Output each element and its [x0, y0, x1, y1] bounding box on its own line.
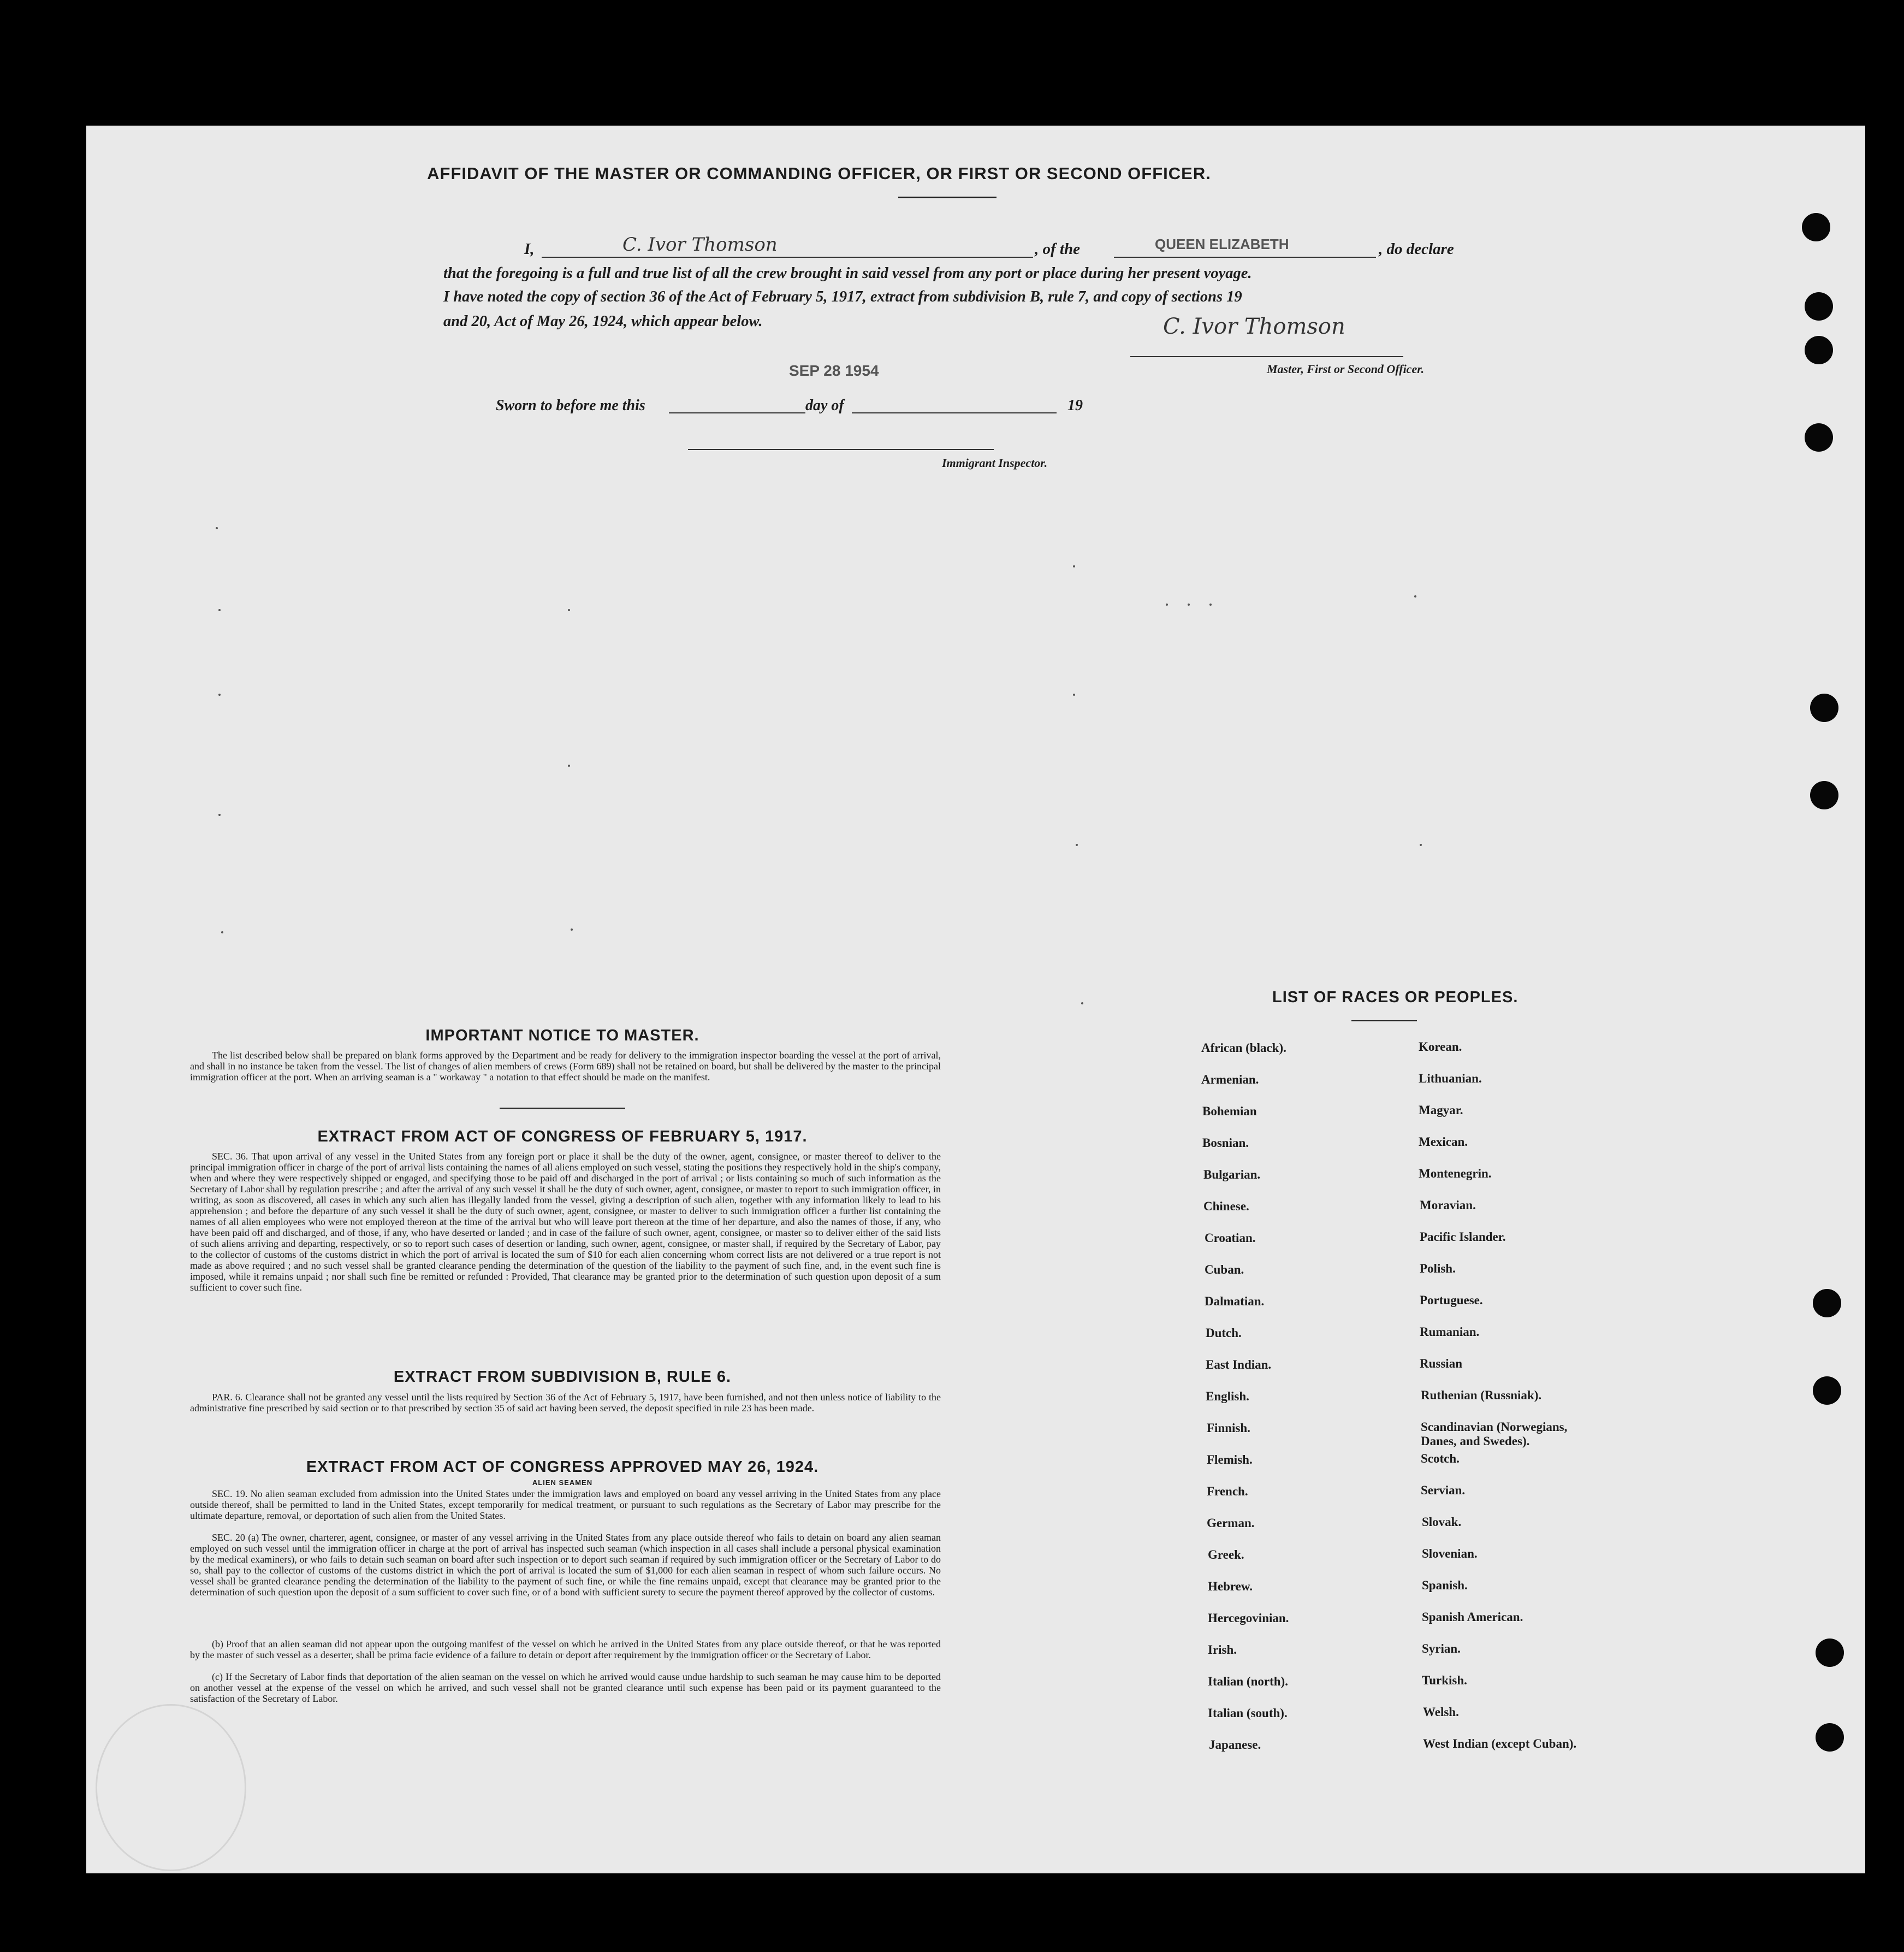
race-right-5: Moravian.	[1420, 1198, 1476, 1212]
master-caption: Master, First or Second Officer.	[1267, 362, 1425, 376]
race-left-13: Flemish.	[1207, 1453, 1253, 1466]
sworn-text: Sworn to before me this	[496, 397, 645, 414]
alien-seamen-subtitle: ALIEN SEAMEN	[532, 1478, 593, 1487]
document-page	[86, 126, 1865, 1873]
extract-1917-body: SEC. 36. That upon arrival of any vessel in the United States from any foreign port or place it shall be the duty of the owner, agent, consignee, or master thereof to deliver to the principal immigration officer in charge of the port of arrival lists containing the names of all aliens employed on such vessel, stating the positions they respectively hold in the ship's company, when and where they were respectively shipped or engaged, and specifying those to be paid off and discharged in the port of arrival ; or lists containing so much of such information as the Secretary of Labor shall by regulation prescribe ; and after the arrival of any such vessel it shall be the duty of such owner, agent, consignee, or master to report to such immigration officer, in writing, as soon as discovered, all cases in which any such alien has illegally landed from the vessel, giving a description of such alien, together with any information likely to lead to his apprehension ; and before the departure of any such vessel it shall be the duty of such owner, agent, consignee, or master to deliver to such immigration officer a further list containing the names of all alien employees who were not employed thereon at the time of the arrival but who will leave port thereon at the time of her departure, and also the names of those, if any, who have been paid off and discharged, and of those, if any, who have deserted or landed ; and in case of the failure of such owner, agent, consignee, or master so to deliver either of the said lists of such aliens arriving and departing, respectively, or so to report such cases of desertion or landing, such owner, agent, consignee, or master shall, if required by the Secretary of Labor, pay to the collector of customs of the customs district in which the port of arrival is located the sum of $10 for each alien concerning whom correct lists are not delivered or a true report is not made as above required ; and no such vessel shall be granted clearance pending the determination of the question of the liability to the payment of such fine, and, in the event such fine is imposed, while it remains unpaid ; nor shall such fine be remitted or refunded : Provided, That clearance may be granted prior to the determination of such question upon deposit of a sum sufficient to cover such fine.	[190, 1151, 941, 1293]
race-left-21: Italian (south).	[1208, 1706, 1288, 1720]
race-left-4: Bulgarian.	[1203, 1168, 1261, 1181]
sec20c-body: (c) If the Secretary of Labor finds that deportation of the alien seaman on the vessel on which he arrived would cause undue hardship to such seaman he may cause him to be deported on another vessel at the expense of the vessel on which he arrived, and such vessel shall not be granted clearance until such expense has been paid or its payment guaranteed to the satisfaction of the Secretary of Labor.	[190, 1671, 941, 1704]
race-right-9: Rumanian.	[1420, 1325, 1480, 1339]
binder-hole	[1813, 1289, 1841, 1317]
race-right-20: Turkish.	[1422, 1673, 1467, 1687]
embossed-seal	[96, 1704, 246, 1871]
binder-hole	[1802, 213, 1830, 241]
race-left-3: Bosnian.	[1202, 1136, 1249, 1150]
binder-hole	[1805, 292, 1833, 321]
sec19-body: SEC. 19. No alien seaman excluded from admission into the United States under the immigration laws and employed on board any vessel arriving in the United States from any place outside thereof, shall be permitted to land in the United States, except temporarily for medical treatment, or pursuant to such regulations as the Secretary of Labor may prescribe for the ultimate departure, removal, or deportation of such alien from the United States.	[190, 1488, 941, 1521]
races-title-underline	[1351, 1020, 1417, 1021]
binder-hole	[1805, 423, 1833, 452]
race-left-18: Hercegovinian.	[1208, 1611, 1289, 1625]
rule6-body: PAR. 6. Clearance shall not be granted any vessel until the lists required by Section 36 of the Act of February 5, 1917, have been furnished, and not then unless notice of liability to the administrative fine prescribed by said section or to that prescribed by section 35 of said act having been served, the deposit specified in rule 23 has been made.	[190, 1392, 941, 1413]
race-left-10: East Indian.	[1206, 1358, 1272, 1371]
date-stamp: SEP 28 1954	[789, 362, 879, 379]
binder-hole	[1810, 781, 1838, 809]
extract-1917-title: EXTRACT FROM ACT OF CONGRESS OF FEBRUARY 5, 1917.	[317, 1128, 808, 1145]
race-right-0: Korean.	[1419, 1040, 1462, 1054]
race-right-12: Scandinavian (Norwegians, Danes, and Swedes).	[1421, 1420, 1568, 1448]
extract-1924-title: EXTRACT FROM ACT OF CONGRESS APPROVED MAY 26, 1924.	[306, 1458, 819, 1476]
master-signature: C. Ivor Thomson	[1163, 314, 1345, 339]
race-right-18: Spanish American.	[1422, 1610, 1523, 1624]
race-left-0: African (black).	[1201, 1041, 1286, 1055]
sworn-year: 19	[1067, 397, 1083, 414]
binder-hole	[1816, 1639, 1844, 1667]
race-right-11: Ruthenian (Russniak).	[1421, 1388, 1542, 1402]
officer-name-signature: C. Ivor Thomson	[622, 234, 778, 256]
affidavit-line-3: I have noted the copy of section 36 of the Act of February 5, 1917, extract from subdivision B, rule 7, and copy of sections 19	[443, 288, 1242, 305]
race-right-8: Portuguese.	[1420, 1293, 1483, 1307]
notice-divider	[500, 1108, 625, 1109]
race-left-20: Italian (north).	[1208, 1675, 1288, 1688]
inspector-signature-line	[688, 449, 994, 450]
races-title: LIST OF RACES OR PEOPLES.	[1272, 989, 1519, 1006]
affidavit-title: AFFIDAVIT OF THE MASTER OR COMMANDING OFFICER, OR FIRST OR SECOND OFFICER.	[427, 164, 1211, 183]
race-right-2: Magyar.	[1419, 1103, 1463, 1117]
race-left-14: French.	[1207, 1484, 1248, 1498]
race-right-22: West Indian (except Cuban).	[1423, 1737, 1577, 1750]
race-left-22: Japanese.	[1209, 1738, 1261, 1752]
sworn-month-line	[852, 412, 1057, 413]
race-left-9: Dutch.	[1206, 1326, 1242, 1340]
notice-title: IMPORTANT NOTICE TO MASTER.	[425, 1027, 699, 1044]
master-signature-line	[1130, 356, 1403, 357]
affidavit-do-declare: , do declare	[1379, 240, 1454, 258]
race-left-5: Chinese.	[1203, 1199, 1249, 1213]
race-right-4: Montenegrin.	[1419, 1167, 1492, 1180]
affidavit-of-the: , of the	[1035, 240, 1080, 258]
race-left-7: Cuban.	[1205, 1263, 1244, 1276]
binder-hole	[1816, 1723, 1844, 1752]
affidavit-i: I,	[524, 240, 535, 258]
race-right-17: Spanish.	[1422, 1578, 1468, 1592]
race-left-6: Croatian.	[1205, 1231, 1256, 1245]
affidavit-line-4: and 20, Act of May 26, 1924, which appear below.	[443, 313, 763, 330]
sec20a-body: SEC. 20 (a) The owner, charterer, agent, consignee, or master of any vessel arriving in the United States from any place outside thereof who fails to detain on board any alien seaman employed on such vessel until the immigration officer in charge at the port of arrival has inspected such seaman (which inspection in all cases shall include a personal physical examination by the medical examiners), or who fails to detain such seaman on board after such inspection or to deport such seaman if required by such immigration officer or the Secretary of Labor to do so, shall pay to the collector of customs of the customs district in which the port of arrival is located the sum of $1,000 for each alien seaman in respect of whom such failure occurs. No vessel shall be granted clearance pending the determination of the liability to the payment of such fine, or while the fine remains unpaid, except that clearance may be granted prior to the determination of such question upon the deposit of a sum sufficient to cover such fine, or of a bond with sufficient surety to secure the payment thereof approved by the collector of customs.	[190, 1532, 941, 1598]
race-left-2: Bohemian	[1202, 1104, 1257, 1118]
race-right-15: Slovak.	[1422, 1515, 1462, 1529]
affidavit-line-2: that the foregoing is a full and true list of all the crew brought in said vessel from any port or place during her present voyage.	[443, 265, 1252, 282]
race-right-19: Syrian.	[1422, 1642, 1461, 1655]
inspector-caption: Immigrant Inspector.	[942, 456, 1048, 470]
vessel-name-stamp: QUEEN ELIZABETH	[1155, 236, 1289, 252]
race-left-15: German.	[1207, 1516, 1255, 1530]
sworn-day-of: day of	[805, 397, 844, 414]
sworn-date-line	[669, 412, 805, 413]
sec20b-body: (b) Proof that an alien seaman did not appear upon the outgoing manifest of the vessel on which he arrived in the United States from any place outside thereof, or that he was reported by the master of such vessel as a deserter, shall be prima facie evidence of a failure to detain or deport after requirement by the immigration officer or the Secretary of Labor.	[190, 1639, 941, 1660]
race-right-16: Slovenian.	[1422, 1547, 1478, 1560]
race-right-6: Pacific Islander.	[1420, 1230, 1506, 1244]
race-right-10: Russian	[1420, 1357, 1462, 1370]
race-right-7: Polish.	[1420, 1262, 1456, 1275]
race-left-1: Armenian.	[1201, 1073, 1259, 1086]
race-left-12: Finnish.	[1207, 1421, 1250, 1435]
vessel-fill-line	[1114, 257, 1376, 258]
name-fill-line	[542, 257, 1033, 258]
race-left-17: Hebrew.	[1208, 1580, 1253, 1593]
binder-hole	[1805, 336, 1833, 364]
race-right-13: Scotch.	[1421, 1452, 1460, 1465]
race-left-16: Greek.	[1208, 1548, 1244, 1561]
race-left-19: Irish.	[1208, 1643, 1237, 1657]
notice-body: The list described below shall be prepared on blank forms approved by the Department and be ready for delivery to the immigration inspector boarding the vessel at the port of arrival, and shall in no instance be taken from the vessel. The list of changes of alien members of crews (Form 689) shall not be retained on board, but shall be delivered by the master to the principal immigration officer at the port. When an arriving seaman is a " workaway " a notation to that effect should be made on the manifest.	[190, 1050, 941, 1083]
race-left-11: English.	[1206, 1389, 1249, 1403]
rule6-title: EXTRACT FROM SUBDIVISION B, RULE 6.	[393, 1368, 732, 1386]
race-right-3: Mexican.	[1419, 1135, 1468, 1149]
race-right-14: Servian.	[1421, 1483, 1466, 1497]
title-underline	[898, 197, 997, 198]
binder-hole	[1813, 1376, 1841, 1405]
race-right-21: Welsh.	[1423, 1705, 1459, 1719]
race-left-8: Dalmatian.	[1205, 1294, 1265, 1308]
race-right-1: Lithuanian.	[1419, 1072, 1482, 1085]
binder-hole	[1810, 694, 1838, 722]
